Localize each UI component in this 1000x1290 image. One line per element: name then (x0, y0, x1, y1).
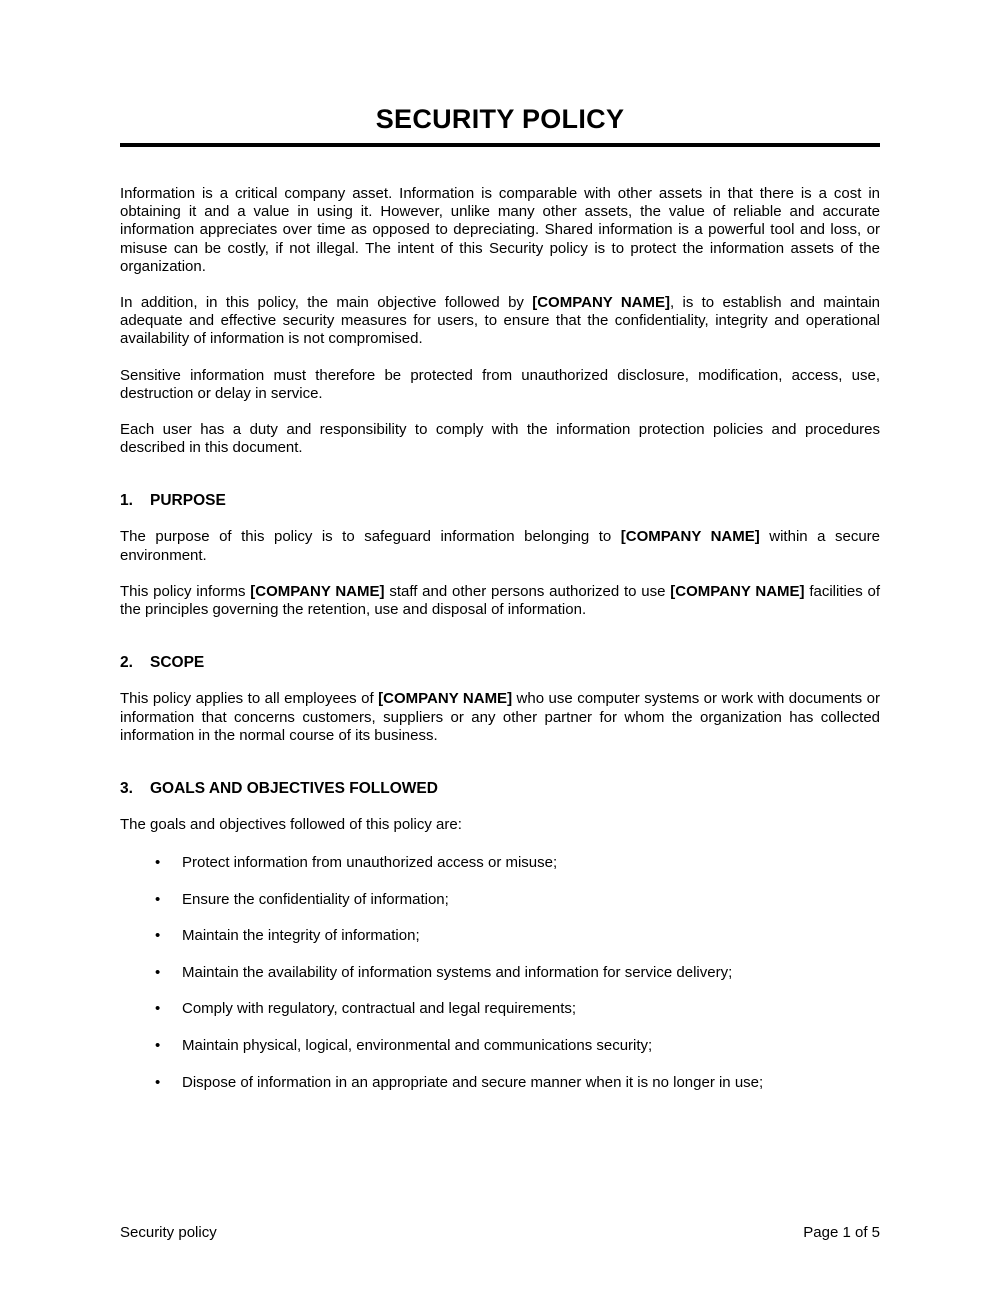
section-scope-heading (120, 654, 880, 672)
intro-paragraph: Sensitive information must therefore be protected from unauthorized disclosure, modification, access, use, destruction or delay in service. (120, 366, 880, 402)
section-paragraph: This policy informs [COMPANY NAME] staff and other persons authorized to use [COMPANY NAME] facilities of the principles governing the retention, use and disposal of information. (120, 582, 881, 619)
section-goals-heading (120, 780, 880, 798)
bullet-icon: • (155, 1037, 161, 1055)
bullet-text: Comply with regulatory, contractual and legal requirements; (182, 1000, 577, 1018)
section-purpose (120, 492, 880, 619)
section-paragraph: This policy applies to all employees of [COMPANY NAME] who use computer systems or work with documents or information that concerns customers, suppliers or any other partner for whom the organization has collected information in the normal course of its business. (120, 690, 880, 744)
section-title: GOALS AND OBJECTIVES FOLLOWED (150, 779, 438, 797)
bullet-icon: • (155, 963, 161, 981)
bullet-text: Dispose of information in an appropriate and secure manner when it is no longer in use; (182, 1073, 764, 1091)
bullet-text: Maintain physical, logical, environmental and communications security; (182, 1037, 653, 1055)
footer-document-name: Security policy (120, 1224, 217, 1241)
bullet-text: Maintain the integrity of information; (182, 927, 420, 945)
section-title: PURPOSE (150, 492, 226, 510)
bullet-icon: • (155, 927, 161, 945)
bullet-item (120, 1074, 880, 1092)
section-title: SCOPE (150, 654, 205, 672)
intro-block (120, 185, 880, 457)
bullet-item (120, 927, 880, 945)
bullet-icon: • (155, 854, 161, 872)
bullet-item (120, 854, 880, 872)
bullet-icon: • (155, 890, 161, 908)
section-goals (120, 780, 880, 1092)
bullet-item (120, 964, 880, 982)
intro-paragraph: Each user has a duty and responsibility to comply with the information protection policies and procedures described in this document. (120, 421, 880, 457)
bullet-item (120, 1000, 880, 1018)
section-number: 3. (120, 779, 133, 797)
section-paragraph: The goals and objectives followed of this policy are: (120, 815, 462, 833)
section-scope (120, 654, 880, 745)
section-number: 2. (120, 654, 133, 672)
bullet-item (120, 891, 880, 909)
bullet-icon: • (155, 1000, 161, 1018)
intro-paragraph: In addition, in this policy, the main objective followed by [COMPANY NAME], is to establish and maintain adequate and effective security measures for users, to ensure that the confidentiality, integrity and operational availability of information is not compromised. (120, 294, 881, 348)
intro-paragraph: Information is a critical company asset. Information is comparable with other assets in that there is a cost in obtaining it and a value in using it. However, unlike many other assets, the value of reliable and accurate information appreciates over time as opposed to depreciating. Shared information is a powerful tool and loss, or misuse can be costly, if not illegal. The intent of this Security policy is to protect the information assets of the organization. (120, 185, 880, 275)
page-footer (120, 1224, 880, 1242)
title-rule (120, 143, 880, 147)
bullet-icon: • (155, 1073, 161, 1091)
section-paragraph: The purpose of this policy is to safeguard information belonging to [COMPANY NAME] within a secure environment. (120, 528, 881, 564)
section-purpose-heading (120, 492, 880, 510)
document-title: SECURITY POLICY (375, 104, 625, 134)
bullet-text: Maintain the availability of information systems and information for service delivery; (182, 963, 733, 981)
goals-bullet-list (120, 854, 880, 1092)
footer-page-number: Page 1 of 5 (803, 1224, 880, 1241)
bullet-text: Protect information from unauthorized access or misuse; (182, 854, 558, 872)
section-number: 1. (120, 492, 133, 510)
bullet-item (120, 1037, 880, 1055)
bullet-text: Ensure the confidentiality of information; (182, 890, 449, 908)
